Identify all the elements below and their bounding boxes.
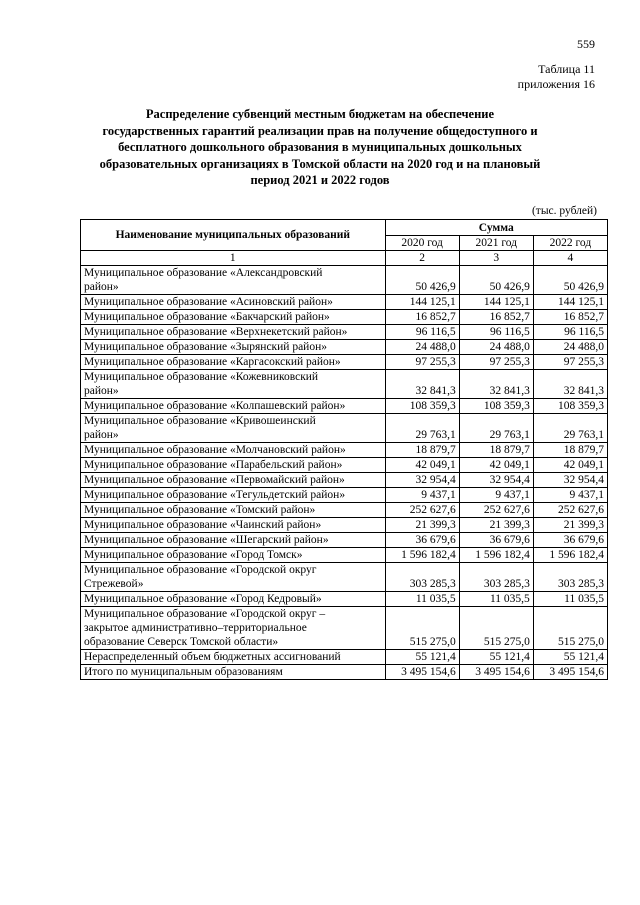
municipality-name-line: Нераспределенный объем бюджетных ассигнований bbox=[84, 651, 341, 663]
amount-2021: 21 399,3 bbox=[459, 518, 533, 533]
municipality-name bbox=[81, 488, 386, 503]
municipality-name bbox=[81, 266, 386, 295]
amount-2021: 16 852,7 bbox=[459, 310, 533, 325]
amount-2022: 515 275,0 bbox=[533, 607, 607, 650]
amount-2022: 252 627,6 bbox=[533, 503, 607, 518]
municipality-name-line: Муниципальное образование «Томский район» bbox=[84, 504, 316, 516]
table-row bbox=[81, 295, 608, 310]
amount-2020: 515 275,0 bbox=[385, 607, 459, 650]
municipality-name-line: Муниципальное образование «Александровский bbox=[84, 267, 323, 279]
amount-2020: 21 399,3 bbox=[385, 518, 459, 533]
table-row bbox=[81, 355, 608, 370]
amount-2021: 9 437,1 bbox=[459, 488, 533, 503]
municipality-name bbox=[81, 650, 386, 665]
amount-2022: 16 852,7 bbox=[533, 310, 607, 325]
amount-2022: 1 596 182,4 bbox=[533, 548, 607, 563]
amount-2021: 24 488,0 bbox=[459, 340, 533, 355]
amount-2022: 18 879,7 bbox=[533, 443, 607, 458]
municipality-name-line: район» bbox=[84, 281, 119, 293]
amount-2020: 108 359,3 bbox=[385, 399, 459, 414]
municipality-name-line: Муниципальное образование «Каргасокский район» bbox=[84, 356, 341, 368]
table-row bbox=[81, 266, 608, 295]
municipality-name bbox=[81, 563, 386, 592]
total-label: Итого по муниципальным образованиям bbox=[81, 665, 386, 680]
amount-2021: 18 879,7 bbox=[459, 443, 533, 458]
amount-2020: 144 125,1 bbox=[385, 295, 459, 310]
amount-2022: 97 255,3 bbox=[533, 355, 607, 370]
municipality-name-line: Муниципальное образование «Город Томск» bbox=[84, 549, 303, 561]
municipality-name bbox=[81, 592, 386, 607]
table-row bbox=[81, 503, 608, 518]
table-row bbox=[81, 533, 608, 548]
column-index-row bbox=[81, 251, 608, 266]
header-row bbox=[81, 220, 608, 236]
amount-2020: 32 841,3 bbox=[385, 370, 459, 399]
amount-2020: 1 596 182,4 bbox=[385, 548, 459, 563]
municipality-name-line: Муниципальное образование «Город Кедровый» bbox=[84, 593, 322, 605]
amount-2021: 36 679,6 bbox=[459, 533, 533, 548]
municipality-name bbox=[81, 355, 386, 370]
table-row bbox=[81, 488, 608, 503]
municipality-name-line: Муниципальное образование «Верхнекетский район» bbox=[84, 326, 348, 338]
municipality-name bbox=[81, 518, 386, 533]
amount-2021: 29 763,1 bbox=[459, 414, 533, 443]
title-line: образовательных организациях в Томской области на 2020 год и на плановый bbox=[99, 156, 541, 171]
municipality-name-line: закрытое административно–территориальное bbox=[84, 622, 307, 634]
municipality-name bbox=[81, 607, 386, 650]
amount-2020: 29 763,1 bbox=[385, 414, 459, 443]
municipality-name bbox=[81, 325, 386, 340]
municipality-name bbox=[81, 310, 386, 325]
page-number: 559 bbox=[577, 37, 595, 51]
municipality-name-line: Муниципальное образование «Парабельский район» bbox=[84, 459, 343, 471]
municipality-name-line: Муниципальное образование «Городской округ – bbox=[84, 608, 326, 620]
amount-2020: 32 954,4 bbox=[385, 473, 459, 488]
title-line: бесплатного дошкольного образования в муниципальных дошкольных bbox=[118, 140, 522, 154]
amount-2020: 50 426,9 bbox=[385, 266, 459, 295]
municipality-name bbox=[81, 443, 386, 458]
header-year-2022: 2022 год bbox=[533, 236, 607, 251]
amount-2021: 96 116,5 bbox=[459, 325, 533, 340]
municipality-name-line: Муниципальное образование «Бакчарский район» bbox=[84, 311, 330, 323]
municipality-name bbox=[81, 399, 386, 414]
amount-2020: 97 255,3 bbox=[385, 355, 459, 370]
municipality-name-line: Муниципальное образование «Городской округ bbox=[84, 564, 317, 576]
municipality-name-line: Муниципальное образование «Молчановский район» bbox=[84, 444, 346, 456]
table-row bbox=[81, 607, 608, 650]
column-index: 2 bbox=[385, 251, 459, 266]
total-2022: 3 495 154,6 bbox=[533, 665, 607, 680]
amount-2020: 9 437,1 bbox=[385, 488, 459, 503]
total-row bbox=[81, 665, 608, 680]
municipality-name bbox=[81, 458, 386, 473]
table-row bbox=[81, 592, 608, 607]
column-index: 4 bbox=[533, 251, 607, 266]
column-index: 1 bbox=[81, 251, 386, 266]
amount-2021: 303 285,3 bbox=[459, 563, 533, 592]
header-year-2021: 2021 год bbox=[459, 236, 533, 251]
municipality-name-line: Муниципальное образование «Кожевниковский bbox=[84, 371, 319, 383]
amount-2020: 11 035,5 bbox=[385, 592, 459, 607]
table-reference bbox=[518, 62, 595, 92]
title-line: государственных гарантий реализации прав на получение общедоступного и bbox=[102, 123, 538, 138]
amount-2021: 252 627,6 bbox=[459, 503, 533, 518]
municipality-name-line: район» bbox=[84, 385, 119, 397]
table-row bbox=[81, 414, 608, 443]
title-line: Распределение субвенций местным бюджетам на обеспечение bbox=[145, 107, 495, 121]
header-sum: Сумма bbox=[385, 220, 607, 236]
municipality-name bbox=[81, 370, 386, 399]
amount-2021: 515 275,0 bbox=[459, 607, 533, 650]
amount-2022: 9 437,1 bbox=[533, 488, 607, 503]
amount-2021: 97 255,3 bbox=[459, 355, 533, 370]
table-row bbox=[81, 370, 608, 399]
amount-2022: 55 121,4 bbox=[533, 650, 607, 665]
amount-2021: 42 049,1 bbox=[459, 458, 533, 473]
table-row bbox=[81, 399, 608, 414]
amount-2021: 144 125,1 bbox=[459, 295, 533, 310]
total-2021: 3 495 154,6 bbox=[459, 665, 533, 680]
table-row bbox=[81, 443, 608, 458]
municipality-name-line: район» bbox=[84, 429, 119, 441]
table-row bbox=[81, 548, 608, 563]
amount-2022: 303 285,3 bbox=[533, 563, 607, 592]
document-title bbox=[80, 106, 560, 189]
amount-2020: 42 049,1 bbox=[385, 458, 459, 473]
header-name: Наименование муниципальных образований bbox=[81, 220, 386, 251]
table-ref-line2: приложения 16 bbox=[517, 77, 595, 91]
amount-2022: 21 399,3 bbox=[533, 518, 607, 533]
table-row bbox=[81, 310, 608, 325]
municipality-name-line: Муниципальное образование «Тегульдетский район» bbox=[84, 489, 346, 501]
municipality-name bbox=[81, 340, 386, 355]
amount-2022: 108 359,3 bbox=[533, 399, 607, 414]
municipality-name bbox=[81, 414, 386, 443]
amount-2022: 32 954,4 bbox=[533, 473, 607, 488]
amount-2022: 36 679,6 bbox=[533, 533, 607, 548]
amount-2022: 42 049,1 bbox=[533, 458, 607, 473]
amount-2020: 252 627,6 bbox=[385, 503, 459, 518]
table-body bbox=[81, 266, 608, 665]
municipality-name bbox=[81, 473, 386, 488]
municipality-name-line: Муниципальное образование «Чаинский район» bbox=[84, 519, 322, 531]
municipality-name-line: Муниципальное образование «Зырянский район» bbox=[84, 341, 327, 353]
header-year-2020: 2020 год bbox=[385, 236, 459, 251]
amount-2021: 32 954,4 bbox=[459, 473, 533, 488]
amount-2021: 11 035,5 bbox=[459, 592, 533, 607]
unit-note: (тыс. рублей) bbox=[531, 205, 597, 217]
subvention-table bbox=[80, 219, 608, 680]
municipality-name-line: Муниципальное образование «Кривошеинский bbox=[84, 415, 316, 427]
table-row bbox=[81, 340, 608, 355]
amount-2021: 55 121,4 bbox=[459, 650, 533, 665]
amount-2020: 18 879,7 bbox=[385, 443, 459, 458]
table-row bbox=[81, 563, 608, 592]
amount-2020: 303 285,3 bbox=[385, 563, 459, 592]
column-index: 3 bbox=[459, 251, 533, 266]
amount-2020: 96 116,5 bbox=[385, 325, 459, 340]
municipality-name-line: образование Северск Томской области» bbox=[84, 636, 279, 648]
table-row bbox=[81, 518, 608, 533]
amount-2021: 108 359,3 bbox=[459, 399, 533, 414]
table-row bbox=[81, 473, 608, 488]
amount-2020: 55 121,4 bbox=[385, 650, 459, 665]
municipality-name bbox=[81, 533, 386, 548]
municipality-name bbox=[81, 503, 386, 518]
municipality-name bbox=[81, 548, 386, 563]
amount-2021: 1 596 182,4 bbox=[459, 548, 533, 563]
amount-2022: 24 488,0 bbox=[533, 340, 607, 355]
amount-2022: 29 763,1 bbox=[533, 414, 607, 443]
municipality-name-line: Стрежевой» bbox=[84, 578, 144, 590]
amount-2022: 144 125,1 bbox=[533, 295, 607, 310]
amount-2022: 11 035,5 bbox=[533, 592, 607, 607]
amount-2020: 24 488,0 bbox=[385, 340, 459, 355]
municipality-name bbox=[81, 295, 386, 310]
table-row bbox=[81, 650, 608, 665]
table-row bbox=[81, 458, 608, 473]
amount-2020: 16 852,7 bbox=[385, 310, 459, 325]
amount-2022: 96 116,5 bbox=[533, 325, 607, 340]
municipality-name-line: Муниципальное образование «Колпашевский район» bbox=[84, 400, 346, 412]
title-line: период 2021 и 2022 годов bbox=[250, 173, 390, 187]
amount-2022: 32 841,3 bbox=[533, 370, 607, 399]
amount-2021: 50 426,9 bbox=[459, 266, 533, 295]
amount-2021: 32 841,3 bbox=[459, 370, 533, 399]
amount-2022: 50 426,9 bbox=[533, 266, 607, 295]
table-ref-line1: Таблица 11 bbox=[538, 62, 595, 76]
municipality-name-line: Муниципальное образование «Шегарский район» bbox=[84, 534, 329, 546]
amount-2020: 36 679,6 bbox=[385, 533, 459, 548]
municipality-name-line: Муниципальное образование «Асиновский район» bbox=[84, 296, 333, 308]
table-row bbox=[81, 325, 608, 340]
municipality-name-line: Муниципальное образование «Первомайский район» bbox=[84, 474, 345, 486]
total-2020: 3 495 154,6 bbox=[385, 665, 459, 680]
